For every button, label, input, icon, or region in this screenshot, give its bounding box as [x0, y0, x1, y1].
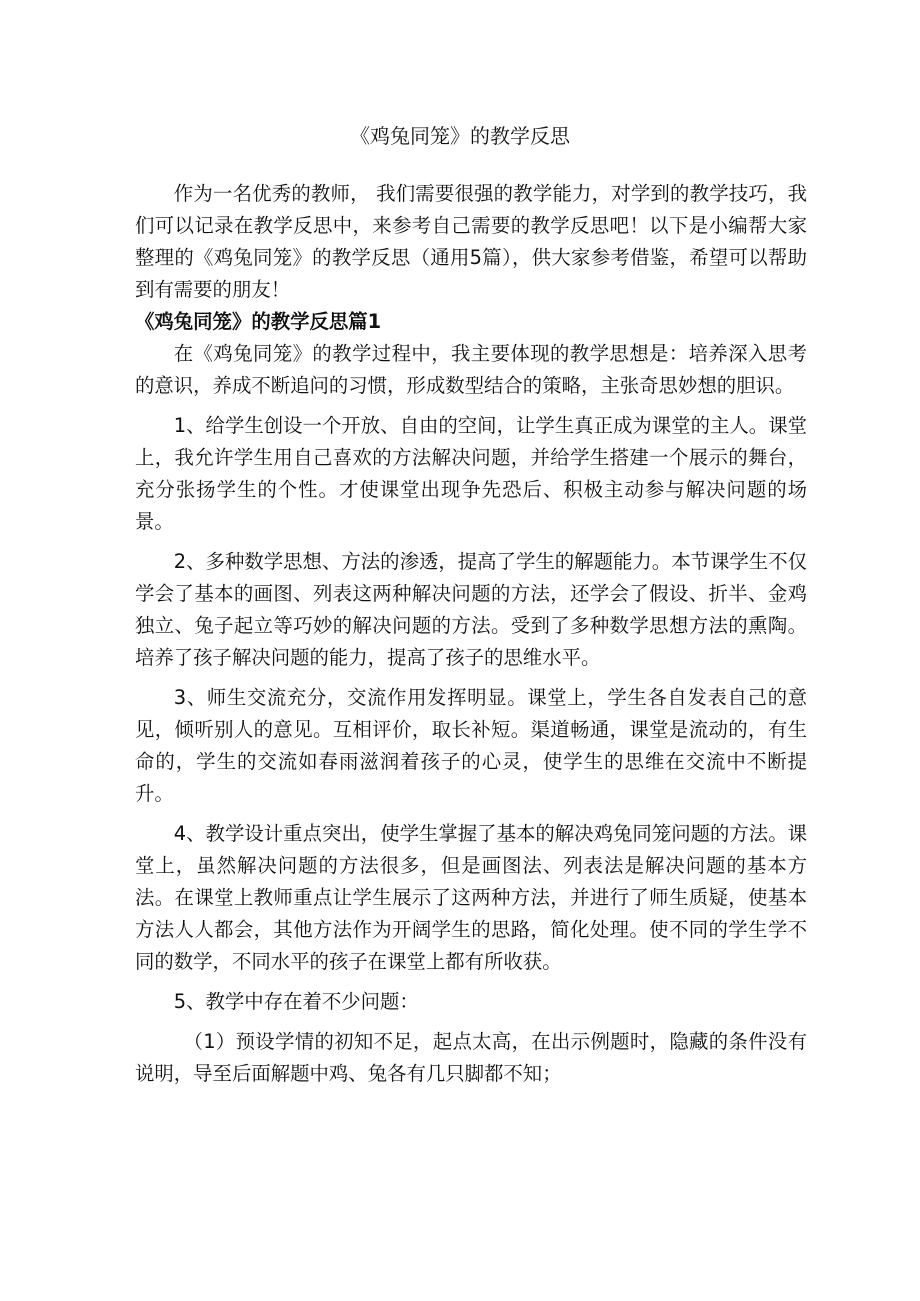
- document-body: [135, 178, 807, 1090]
- section-heading: 《鸡兔同笼》的教学反思篇1: [135, 310, 382, 333]
- paragraph-subpoint-1: （1）预设学情的初知不足，起点太高，在出示例题时，隐藏的条件没有说明，导至后面解题中鸡、兔各有几只脚都不知；: [135, 1030, 807, 1085]
- paragraph-point-1: 1、给学生创设一个开放、自由的空间，让学生真正成为课堂的主人。课堂上，我允许学生用自己喜欢的方法解决问题，并给学生搭建一个展示的舞台，充分张扬学生的个性。才使课堂出现争先恐后、积极主动参与解决问题的场景。: [135, 414, 807, 533]
- paragraph-point-4: 4、教学设计重点突出，使学生掌握了基本的解决鸡兔同笼问题的方法。课堂上，虽然解决问题的方法很多，但是画图法、列表法是解决问题的基本方法。在课堂上教师重点让学生展示了这两种方法，并进行了师生质疑，使基本方法人人都会，其他方法作为开阔学生的思路，简化处理。使不同的学生学不同的数学，不同水平的孩子在课堂上都有所收获。: [135, 822, 807, 973]
- paragraph-point-5: 5、教学中存在着不少问题：: [173, 990, 419, 1013]
- intro-paragraph: 作为一名优秀的教师， 我们需要很强的教学能力，对学到的教学技巧，我们可以记录在教学反思中，来参考自己需要的教学反思吧！以下是小编帮大家整理的《鸡兔同笼》的教学反思（通用5篇），供大家参考借鉴，希望可以帮助到有需要的朋友！: [135, 182, 807, 301]
- paragraph-point-3: 3、师生交流充分，交流作用发挥明显。课堂上，学生各自发表自己的意见，倾听别人的意见。互相评价，取长补短。渠道畅通，课堂是流动的，有生命的，学生的交流如春雨滋润着孩子的心灵，使学生的思维在交流中不断提升。: [135, 686, 807, 805]
- paragraph-point-2: 2、多种数学思想、方法的渗透，提高了学生的解题能力。本节课学生不仅学会了基本的画图、列表这两种解决问题的方法，还学会了假设、折半、金鸡独立、兔子起立等巧妙的解决问题的方法。受到了多种数学思想方法的熏陶。培养了孩子解决问题的能力，提高了孩子的思维水平。: [135, 550, 807, 669]
- paragraph-thesis: 在《鸡兔同笼》的教学过程中，我主要体现的教学思想是：培养深入思考的意识，养成不断追问的习惯，形成数型结合的策略，主张奇思妙想的胆识。: [135, 342, 807, 397]
- document-title: 《鸡兔同笼》的教学反思: [350, 124, 570, 148]
